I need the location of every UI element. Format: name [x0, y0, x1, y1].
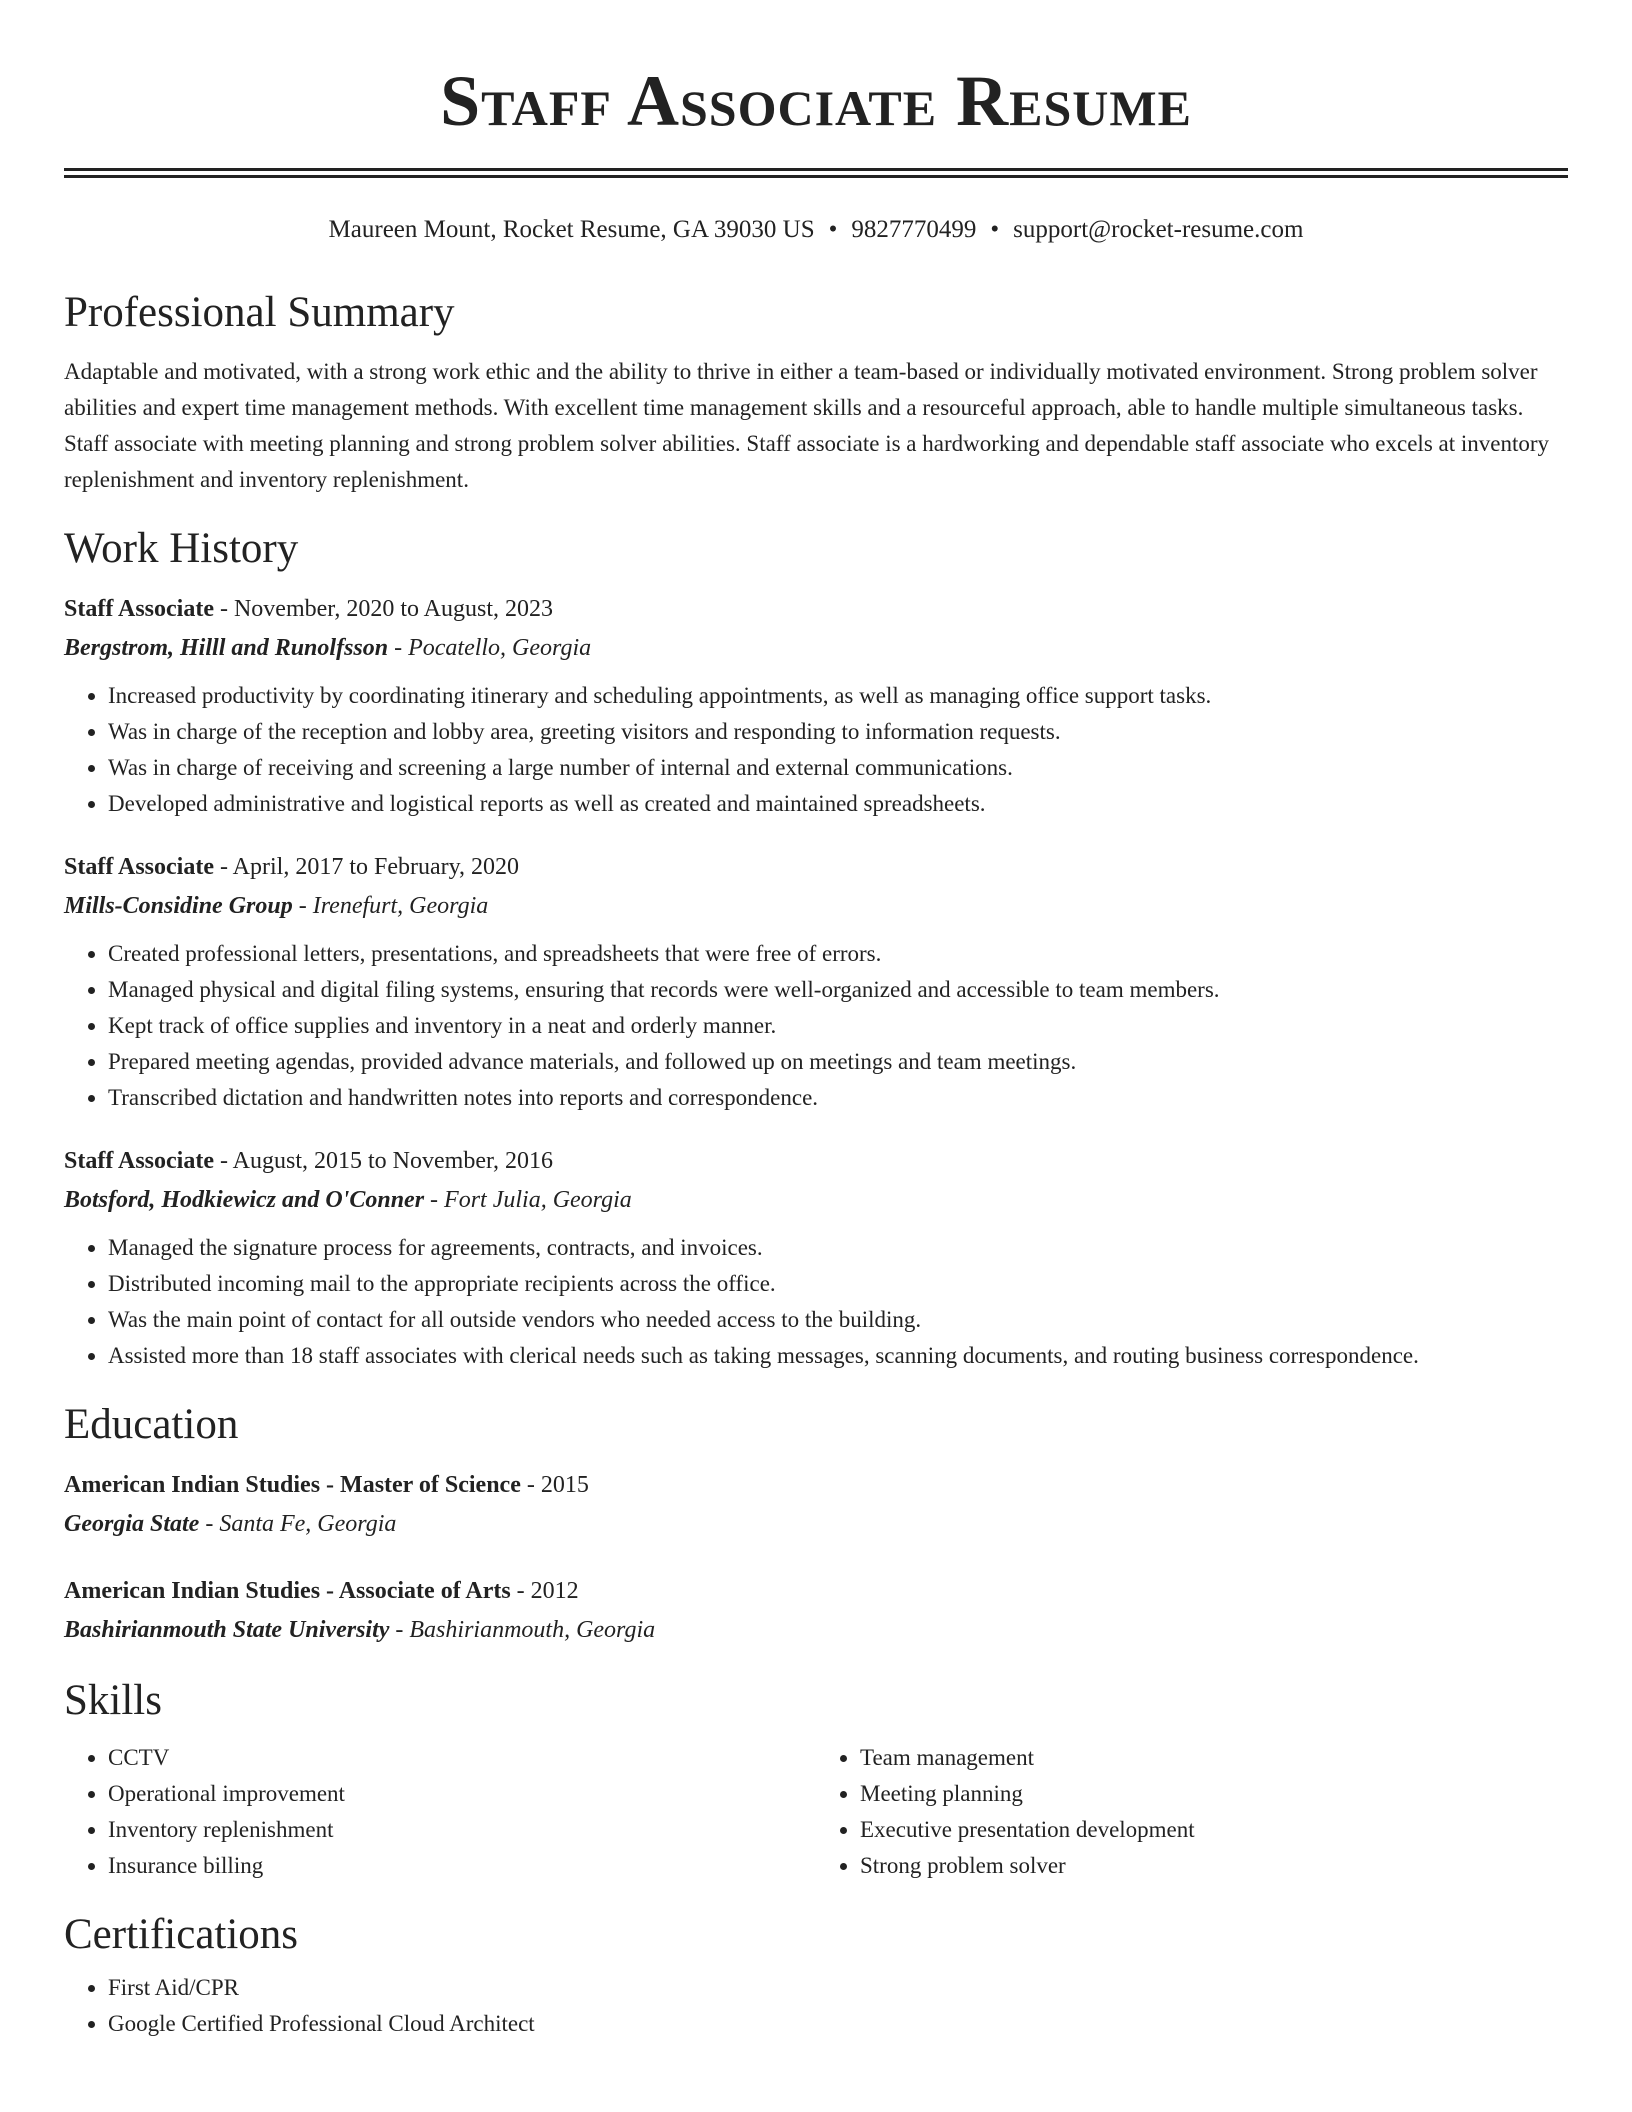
- job-bullet: • Transcribed dictation and handwritten notes into reports and correspondence.: [108, 1080, 1568, 1116]
- skill-item: • Inventory replenishment: [108, 1812, 816, 1848]
- skills-list-right: [816, 1740, 1568, 1884]
- job-location: - Fort Julia, Georgia: [424, 1187, 632, 1213]
- certifications-block: [64, 1970, 1568, 2042]
- job-company: Mills-Considine Group: [64, 893, 293, 919]
- education-degree: American Indian Studies - Master of Science: [64, 1472, 521, 1498]
- job-location: - Pocatello, Georgia: [388, 635, 592, 661]
- skill-item: • CCTV: [108, 1740, 816, 1776]
- job-entry: [64, 848, 1568, 1116]
- job-title: Staff Associate: [64, 854, 214, 880]
- skill-item: • Meeting planning: [860, 1776, 1568, 1812]
- skills-columns: [64, 1732, 1568, 1884]
- job-title: Staff Associate: [64, 1148, 214, 1174]
- job-bullet: • Prepared meeting agendas, provided advance materials, and followed up on meetings and team meetings.: [108, 1044, 1568, 1080]
- contact-email: support@rocket-resume.com: [1013, 216, 1304, 243]
- job-entry: [64, 1142, 1568, 1374]
- job-bullet: • Kept track of office supplies and inventory in a neat and orderly manner.: [108, 1008, 1568, 1044]
- job-dates: - April, 2017 to February, 2020: [213, 854, 520, 880]
- resume-page: [64, 0, 1568, 2042]
- education-school: Bashirianmouth State University: [64, 1617, 390, 1643]
- section-heading-skills: Skills: [64, 1677, 162, 1724]
- education-entry: [64, 1466, 1568, 1544]
- section-heading-certifications: Certifications: [64, 1911, 299, 1958]
- skill-item: • Insurance billing: [108, 1848, 816, 1884]
- certifications-list: [64, 1970, 1568, 2042]
- education-year: - 2012: [510, 1578, 579, 1604]
- resume-title: Staff Associate Resume: [440, 61, 1192, 141]
- education-location: - Santa Fe, Georgia: [199, 1511, 397, 1537]
- education-degree: American Indian Studies - Associate of Arts: [64, 1578, 511, 1604]
- job-bullet: • Created professional letters, presentations, and spreadsheets that were free of errors.: [108, 936, 1568, 972]
- job-bullet: • Distributed incoming mail to the appropriate recipients across the office.: [108, 1266, 1568, 1302]
- education-entry: [64, 1572, 1568, 1650]
- education-year: - 2015: [520, 1472, 589, 1498]
- skills-list-left: [64, 1740, 816, 1884]
- job-company: Bergstrom, Hilll and Runolfsson: [64, 635, 389, 661]
- section-heading-summary: Professional Summary: [64, 289, 455, 336]
- job-bullet: • Was in charge of the reception and lobby area, greeting visitors and responding to information requests.: [108, 714, 1568, 750]
- section-heading-education: Education: [64, 1401, 239, 1448]
- education-location: - Bashirianmouth, Georgia: [389, 1617, 656, 1643]
- certification-item: • First Aid/CPR: [108, 1970, 1568, 2006]
- job-entry: [64, 590, 1568, 822]
- job-bullets: [64, 1230, 1568, 1374]
- job-location: - Irenefurt, Georgia: [292, 893, 489, 919]
- job-bullets: [64, 678, 1568, 822]
- section-heading-work: Work History: [64, 525, 299, 572]
- job-title: Staff Associate: [64, 596, 214, 622]
- contact-phone: 9827770499: [851, 216, 977, 243]
- contact-separator: •: [828, 216, 838, 243]
- job-bullet: • Developed administrative and logistical reports as well as created and maintained spreadsheets.: [108, 786, 1568, 822]
- skill-item: • Executive presentation development: [860, 1812, 1568, 1848]
- skill-item: • Operational improvement: [108, 1776, 816, 1812]
- skill-item: • Strong problem solver: [860, 1848, 1568, 1884]
- job-bullet: • Increased productivity by coordinating itinerary and scheduling appointments, as well as managing office support tasks.: [108, 678, 1568, 714]
- job-dates: - August, 2015 to November, 2016: [213, 1148, 553, 1174]
- job-company: Botsford, Hodkiewicz and O'Conner: [64, 1187, 425, 1213]
- job-bullets: [64, 936, 1568, 1116]
- job-dates: - November, 2020 to August, 2023: [213, 596, 553, 622]
- job-bullet: • Was in charge of receiving and screening a large number of internal and external communications.: [108, 750, 1568, 786]
- summary-text: Adaptable and motivated, with a strong work ethic and the ability to thrive in either a team-based or individually motivated environment. Strong problem solver abilities and expert time management methods. With excellent time management skills and a resourceful approach, able to handle multiple simultaneous tasks. Staff associate with meeting planning and strong problem solver abilities. Staff associate is a hardworking and dependable staff associate who excels at inventory replenishment and inventory replenishment.: [64, 359, 1550, 492]
- contact-separator: •: [990, 216, 1000, 243]
- job-bullet: • Assisted more than 18 staff associates with clerical needs such as taking messages, scanning documents, and routing business correspondence.: [108, 1338, 1568, 1374]
- job-bullet: • Was the main point of contact for all outside vendors who needed access to the building.: [108, 1302, 1568, 1338]
- education-school: Georgia State: [64, 1511, 200, 1537]
- job-bullet: • Managed the signature process for agreements, contracts, and invoices.: [108, 1230, 1568, 1266]
- contact-address: Maureen Mount, Rocket Resume, GA 39030 US: [328, 216, 815, 243]
- title-divider: [64, 168, 1568, 178]
- job-bullet: • Managed physical and digital filing systems, ensuring that records were well-organized and accessible to team members.: [108, 972, 1568, 1008]
- contact-line: [64, 214, 1568, 246]
- skill-item: • Team management: [860, 1740, 1568, 1776]
- certification-item: • Google Certified Professional Cloud Architect: [108, 2006, 1568, 2042]
